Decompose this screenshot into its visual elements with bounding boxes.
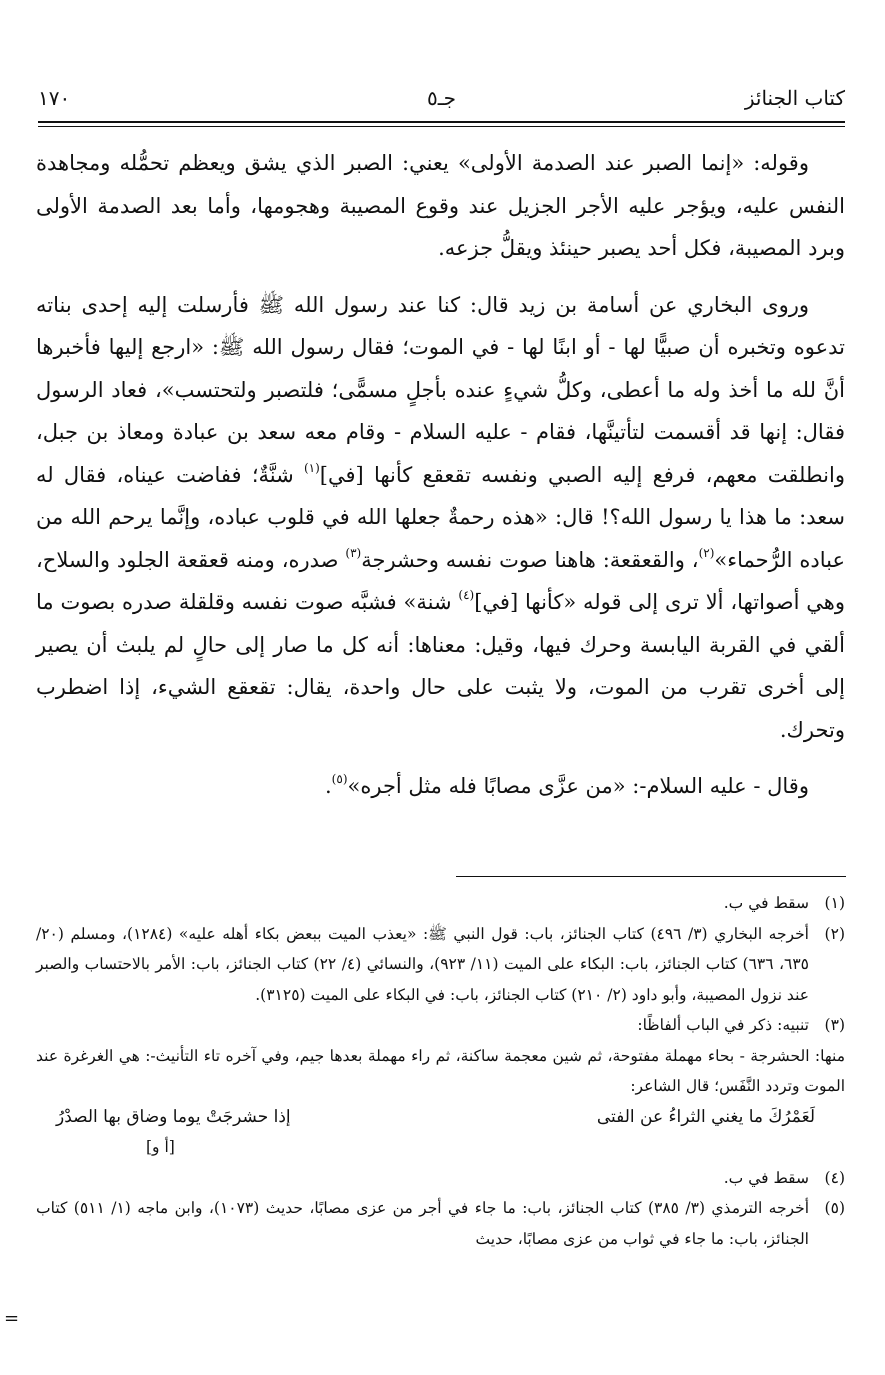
footnote-text: أخرجه الترمذي (٣/ ٣٨٥) كتاب الجنائز، باب: ما جاء في أجر من عزى مصابًا، حديث (١٠٧٣)، وابن ماجه (١/ ٥١١) كتاب الجنائز، باب: ما جاء في ثواب من عزى مصابًا، حديث [36,1199,810,1248]
footnote-ref[interactable]: (١) [303,460,320,475]
footnote-separator [456,876,846,877]
paragraph-text: شنة» فشبَّه صوت نفسه وقلقلة صدره بصوت ما ألقي في القربة اليابسة وحرك فيها، وقيل: معناها: أنه كل ما صار إلى حالٍ لم يلبث أن يصير إلى أخرى تقرب من الموت، ولا يثبت على حال واحدة، يقال: تقعقع الشيء، إذا اضطرب وتحرك. [36,590,845,742]
paragraph-text: وروى البخاري عن أسامة بن زيد قال: كنا عند رسول الله ﷺ فأرسلت إليه إحدى بناته تدعوه وتخبره أن صبيًّا لها - أو ابنًا لها - في الموت؛ فقال رسول الله ﷺ: «ارجع إليها فأخبرها أنَّ لله ما أخذ وله ما أعطى، وكلُّ شيءٍ عنده بأجلٍ مسمًّى؛ فلتصبر ولتحتسب»، فعاد الرسول فقال: إنها قد أقسمت لتأتينَّها، فقام - عليه السلام - وقام معه سعد بن عبادة ومعاذ بن جبل، وانطلقت معهم، فرفع إليه الصبي ونفسه تقعقع كأنها [في] [36,292,845,487]
footnote-text: أخرجه البخاري (٣/ ٤٩٦) كتاب الجنائز، باب: قول النبي ﷺ: «يعذب الميت ببعض بكاء أهله عليه» (١٢٨٤)، ومسلم (٢٠/ ٦٣٥، ٦٣٦) كتاب الجنائز، باب: البكاء على الميت (١١/ ٩٢٣)، والنسائي (٤/ ٢٢) كتاب الجنائز، باب: الأمر بالاحتساب والصبر عند نزول المصيبة، وأبو داود (٢/ ٢١٠) كتاب الجنائز، باب: في البكاء على الميت (٣١٢٥). [36,924,809,1004]
paragraph-text: وقال - عليه السلام-: «من عزَّى مصابًا فله مثل أجره» [347,774,809,798]
header-rule-thin [38,126,845,127]
paragraph-text: وقوله: «إنما الصبر عند الصدمة الأولى» يعني: الصبر الذي يشق ويعظم تحمُّله ومجاهدة النفس عليه، ويؤجر عليه الأجر الجزيل عند وقوع المصيبة وهجومها، وأما بعد الصدمة الأولى وبرد المصيبة، فكل أحد يصبر حينئذ ويقلُّ جزعه. [36,151,845,260]
running-header [38,82,845,116]
footnote-item [36,1163,845,1194]
footnote-number: (٥) [824,1199,845,1217]
footnote-text: سقط في ب. [723,894,809,912]
footnote-ref[interactable]: (٤) [458,588,475,602]
paragraph-text: شنَّةٌ؛ ففاضت عيناه، فقال له سعد: ما هذا يا رسول الله؟! قال: «هذه رحمةٌ جعلها الله في قلوب عباده، وإنَّما يرحم الله من عباده الرُّحماء» [36,462,846,572]
footnote-continuation: منها: الحشرجة - بحاء مهملة مفتوحة، ثم شين معجمة ساكنة، ثم راء مهملة بعدها جيم، وفي آخره تاء التأنيث-: هي الغرغرة عند الموت وتردد النَّفَس؛ قال الشاعر: [36,1046,845,1095]
footnote-ref[interactable]: (٣) [345,545,362,560]
volume-number: جـ٥ [427,86,456,110]
continuation-mark: = [4,1308,20,1329]
footnote-number: (٤) [824,1168,845,1187]
footnote-item [36,888,845,919]
paragraph-text: ، والقعقعة: هاهنا صوت نفسه وحشرجة [361,547,699,572]
paragraph-text: صدره، ومنه قعقعة الجلود والسلاح، وهي أصواتها، ألا ترى إلى قوله «كأنها [في] [36,547,845,614]
poetry-verse [36,1102,845,1133]
header-rule-thick [38,121,845,123]
paragraph [36,765,845,808]
footnotes [36,888,845,1254]
paragraph [36,142,845,270]
footnote-text: تنبيه: ذكر في الباب ألفاظًا: [637,1016,809,1034]
page-number: ١٧٠ [38,86,71,110]
footnote-text: سقط في ب. [723,1168,809,1187]
chapter-title: كتاب الجنائز [744,86,845,110]
footnote-number: (٣) [824,1016,845,1034]
footnote-item [36,919,845,1011]
paragraph-text: . [324,774,332,798]
footnote-number: (٢) [824,924,845,943]
verse-hemistich: لَعَمْرُكَ ما يغني الثراءُ عن الفتى [596,1106,815,1127]
manuscript-note: [أ و] [146,1138,175,1156]
footnote-item [36,1010,845,1041]
footnote-ref[interactable]: (٢) [698,545,715,560]
verse-hemistich: إذا حشرجَتْ يوما وضاق بها الصدْرُ [56,1106,291,1127]
footnote-item [36,1193,845,1254]
paragraph [36,284,845,752]
footnote-number: (١) [824,894,845,912]
footnote-ref[interactable]: (٥) [331,772,348,786]
main-text [36,142,845,808]
